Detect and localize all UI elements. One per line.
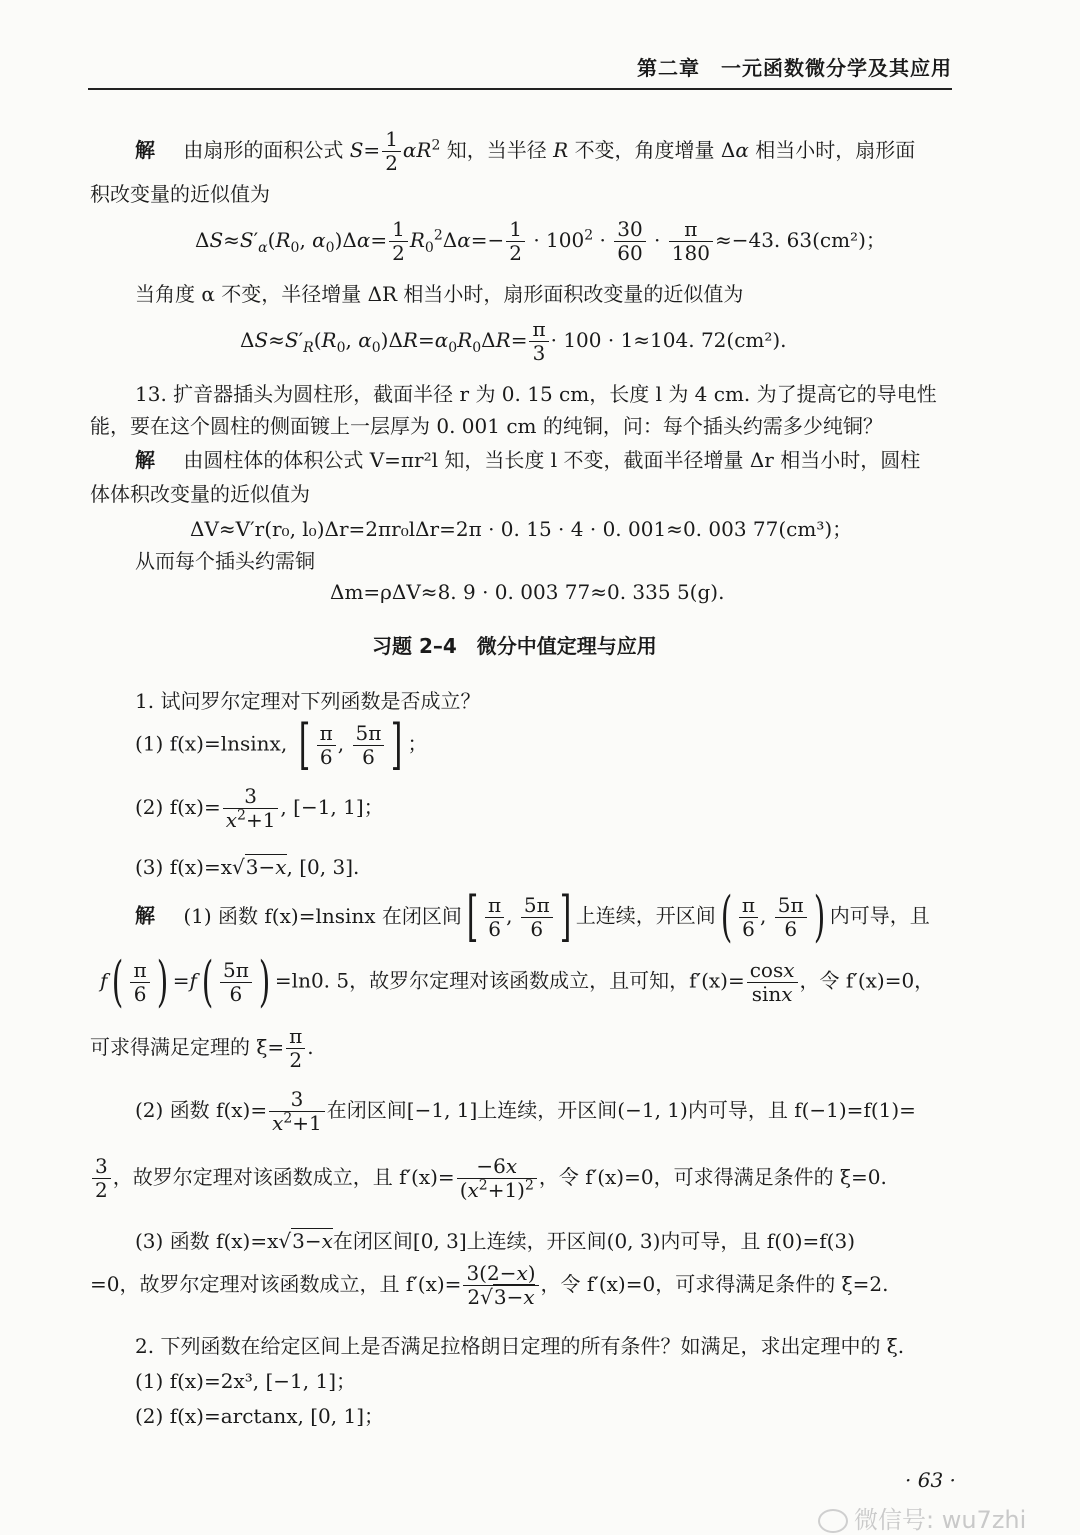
equation-3: ΔV≈V′r(r₀, l₀)Δr=2πr₀lΔr=2π · 0. 15 · 4 · 0. 001≈0. 003 77(cm³)； <box>190 517 853 541</box>
text: (2) f(x)= <box>135 795 221 819</box>
equation-4: Δm=ρΔV≈8. 9 · 0. 003 77≈0. 335 5(g). <box>330 580 725 604</box>
text: , [−1, 1]； <box>280 795 384 819</box>
text: 不变，角度增量 <box>574 138 715 162</box>
equation-1: $\Delta S\approx S'_\alpha(R_0$, $\alpha_0)\Delta\alpha=$ $\frac{1}{2}$ $R_0^2\Delta\alpha=-$ $\frac{1}{2}$ · $100^2$ · $\frac{30}{60}$ · $\frac{\pi}{180}$ ≈−43. 63(cm²)； <box>195 217 886 265</box>
page-number: · 63 · <box>905 1468 956 1492</box>
watermark-text: 微信号: wu7zhi <box>854 1506 1027 1534</box>
problem-1-item-1: (1) f(x)=lnsinx, [ $\frac{\pi}{6}$ , $\frac{5\pi}{6}$ ] ； <box>135 713 428 776</box>
text: , [0, 3]. <box>286 855 360 879</box>
text: ，令 f′(x)=0，可求得满足条件的 ξ=2. <box>540 1272 889 1296</box>
solution-label: 解 <box>135 138 155 162</box>
solution-1-line-1: 解 (1) 函数 f(x)=lnsinx 在闭区间[ $\frac{\pi}{6}$ , $\frac{5\pi}{6}$ ] 上连续，开区间( $\frac{\pi}{6}$ , $\frac{5\pi}{6}$ ) 内可导，且 <box>135 885 930 948</box>
solution-13-line-2: 体体积改变量的近似值为 <box>90 482 310 506</box>
text: 可求得满足定理的 ξ= <box>90 1035 285 1059</box>
equation-2: $\Delta S\approx S'_R(R_0$, $\alpha_0)\Delta R=\alpha_0R_0\Delta R=$ $\frac{\pi}{3}$ · 100 · 1≈104. 72(cm²). <box>240 317 787 365</box>
question-13-line-1: 13. 扩音器插头为圆柱形，截面半径 r 为 0. 15 cm，长度 l 为 4 cm. 为了提高它的导电性 <box>135 382 937 406</box>
text: (1) 函数 f(x)=lnsinx 在闭区间 <box>183 903 462 928</box>
text: 在闭区间[0, 3]上连续，开区间(0, 3)内可导，且 f(0)=f(3) <box>332 1229 856 1253</box>
section-title: 习题 2–4 微分中值定理与应用 <box>372 634 657 658</box>
text: 由扇形的面积公式 <box>183 138 344 162</box>
problem-1-item-2: (2) f(x)= $\frac{3}{x^2+1}$ , [−1, 1]； <box>135 784 384 832</box>
solution-label: 解 <box>135 448 155 472</box>
solution-1-line-7: =0，故罗尔定理对该函数成立，且 f′(x)= $\frac{3(2-x)}{2√3-x}$ ，令 f′(x)=0，可求得满足条件的 ξ=2. <box>90 1261 889 1309</box>
text: (3) f(x)=x <box>135 855 233 879</box>
text: 在闭区间[−1, 1]上连续，开区间(−1, 1)内可导，且 f(−1)=f(1)= <box>326 1098 916 1122</box>
problem-1-question: 1. 试问罗尔定理对下列函数是否成立？ <box>135 689 481 713</box>
text: (3) 函数 f(x)=x <box>135 1229 279 1253</box>
solution-line-1: 解 由扇形的面积公式 S= $\frac{1}{2}$ $\alpha R^2$ 知，当半径 R 不变，角度增量 Δα 相当小时，扇形面 <box>135 127 916 175</box>
eq2-value: · 100 · 1≈104. 72(cm²). <box>550 328 787 352</box>
text: =ln0. 5，故罗尔定理对该函数成立，且可知，f′(x)= <box>274 968 745 993</box>
text: 上连续，开区间 <box>575 903 716 928</box>
solution-1-line-4: (2) 函数 f(x)= $\frac{3}{x^2+1}$ 在闭区间[−1, 1]上连续，开区间(−1, 1)内可导，且 f(−1)=f(1)= <box>135 1087 916 1135</box>
eq1-value: ≈−43. 63(cm²)； <box>714 228 886 252</box>
problem-2-item-1: (1) f(x)=2x³, [−1, 1]； <box>135 1369 356 1393</box>
text: 知，当半径 <box>446 138 547 162</box>
text: 相当小时，扇形面 <box>755 138 916 162</box>
solution-line-2: 积改变量的近似值为 <box>90 182 270 206</box>
header-rule <box>88 88 952 90</box>
solution-label: 解 <box>135 903 155 928</box>
text: ，故罗尔定理对该函数成立，且 f′(x)= <box>112 1165 455 1189</box>
solution-line-3: 当角度 α 不变，半径增量 ΔR 相当小时，扇形面积改变量的近似值为 <box>135 282 744 306</box>
text: =0，故罗尔定理对该函数成立，且 f′(x)= <box>90 1272 462 1296</box>
problem-2-item-2: (2) f(x)=arctanx, [0, 1]； <box>135 1404 385 1428</box>
wechat-icon <box>818 1509 848 1533</box>
solution-1-line-3: 可求得满足定理的 ξ= $\frac{\pi}{2}$ . <box>90 1024 314 1072</box>
solution-1-line-6: (3) 函数 f(x)=x√3−x在闭区间[0, 3]上连续，开区间(0, 3)内可导，且 f(0)=f(3) <box>135 1229 856 1253</box>
text: 由圆柱体的体积公式 V=πr²l 知，当长度 l 不变，截面半径增量 Δr 相当小时，圆柱 <box>183 448 921 472</box>
text: ，令 f′(x)=0，可求得满足条件的 ξ=0. <box>538 1165 887 1189</box>
solution-13-line-3: 从而每个插头约需铜 <box>135 549 315 573</box>
watermark <box>818 1500 1026 1535</box>
question-13-line-2: 能，要在这个圆柱的侧面镀上一层厚为 0. 001 cm 的纯铜，问：每个插头约需多少纯铜？ <box>90 414 883 438</box>
solution-13-line-1 <box>135 444 920 473</box>
text: (1) f(x)=lnsinx, <box>135 731 288 756</box>
solution-1-line-2: f( $\frac{\pi}{6}$ ) =f( $\frac{5\pi}{6}$ ) =ln0. 5，故罗尔定理对该函数成立，且可知，f′(x)= $\frac{\cos x}{\sin x}$ ，令 f′(x)=0， <box>100 950 935 1013</box>
text: 内可导，且 <box>829 903 930 928</box>
running-header: 第二章 一元函数微分学及其应用 <box>637 56 952 80</box>
text: ，令 f′(x)=0， <box>799 968 935 993</box>
solution-1-line-5: $\frac{3}{2}$ ，故罗尔定理对该函数成立，且 f′(x)= $\frac{-6x}{(x^2+1)^2}$ ，令 f′(x)=0，可求得满足条件的 ξ=0. <box>90 1155 887 1202</box>
problem-1-item-3: (3) f(x)=x√3−x, [0, 3]. <box>135 855 360 879</box>
text: (2) 函数 f(x)= <box>135 1098 268 1122</box>
problem-2-question: 2. 下列函数在给定区间上是否满足拉格朗日定理的所有条件？如满足，求出定理中的 ξ. <box>135 1334 905 1358</box>
